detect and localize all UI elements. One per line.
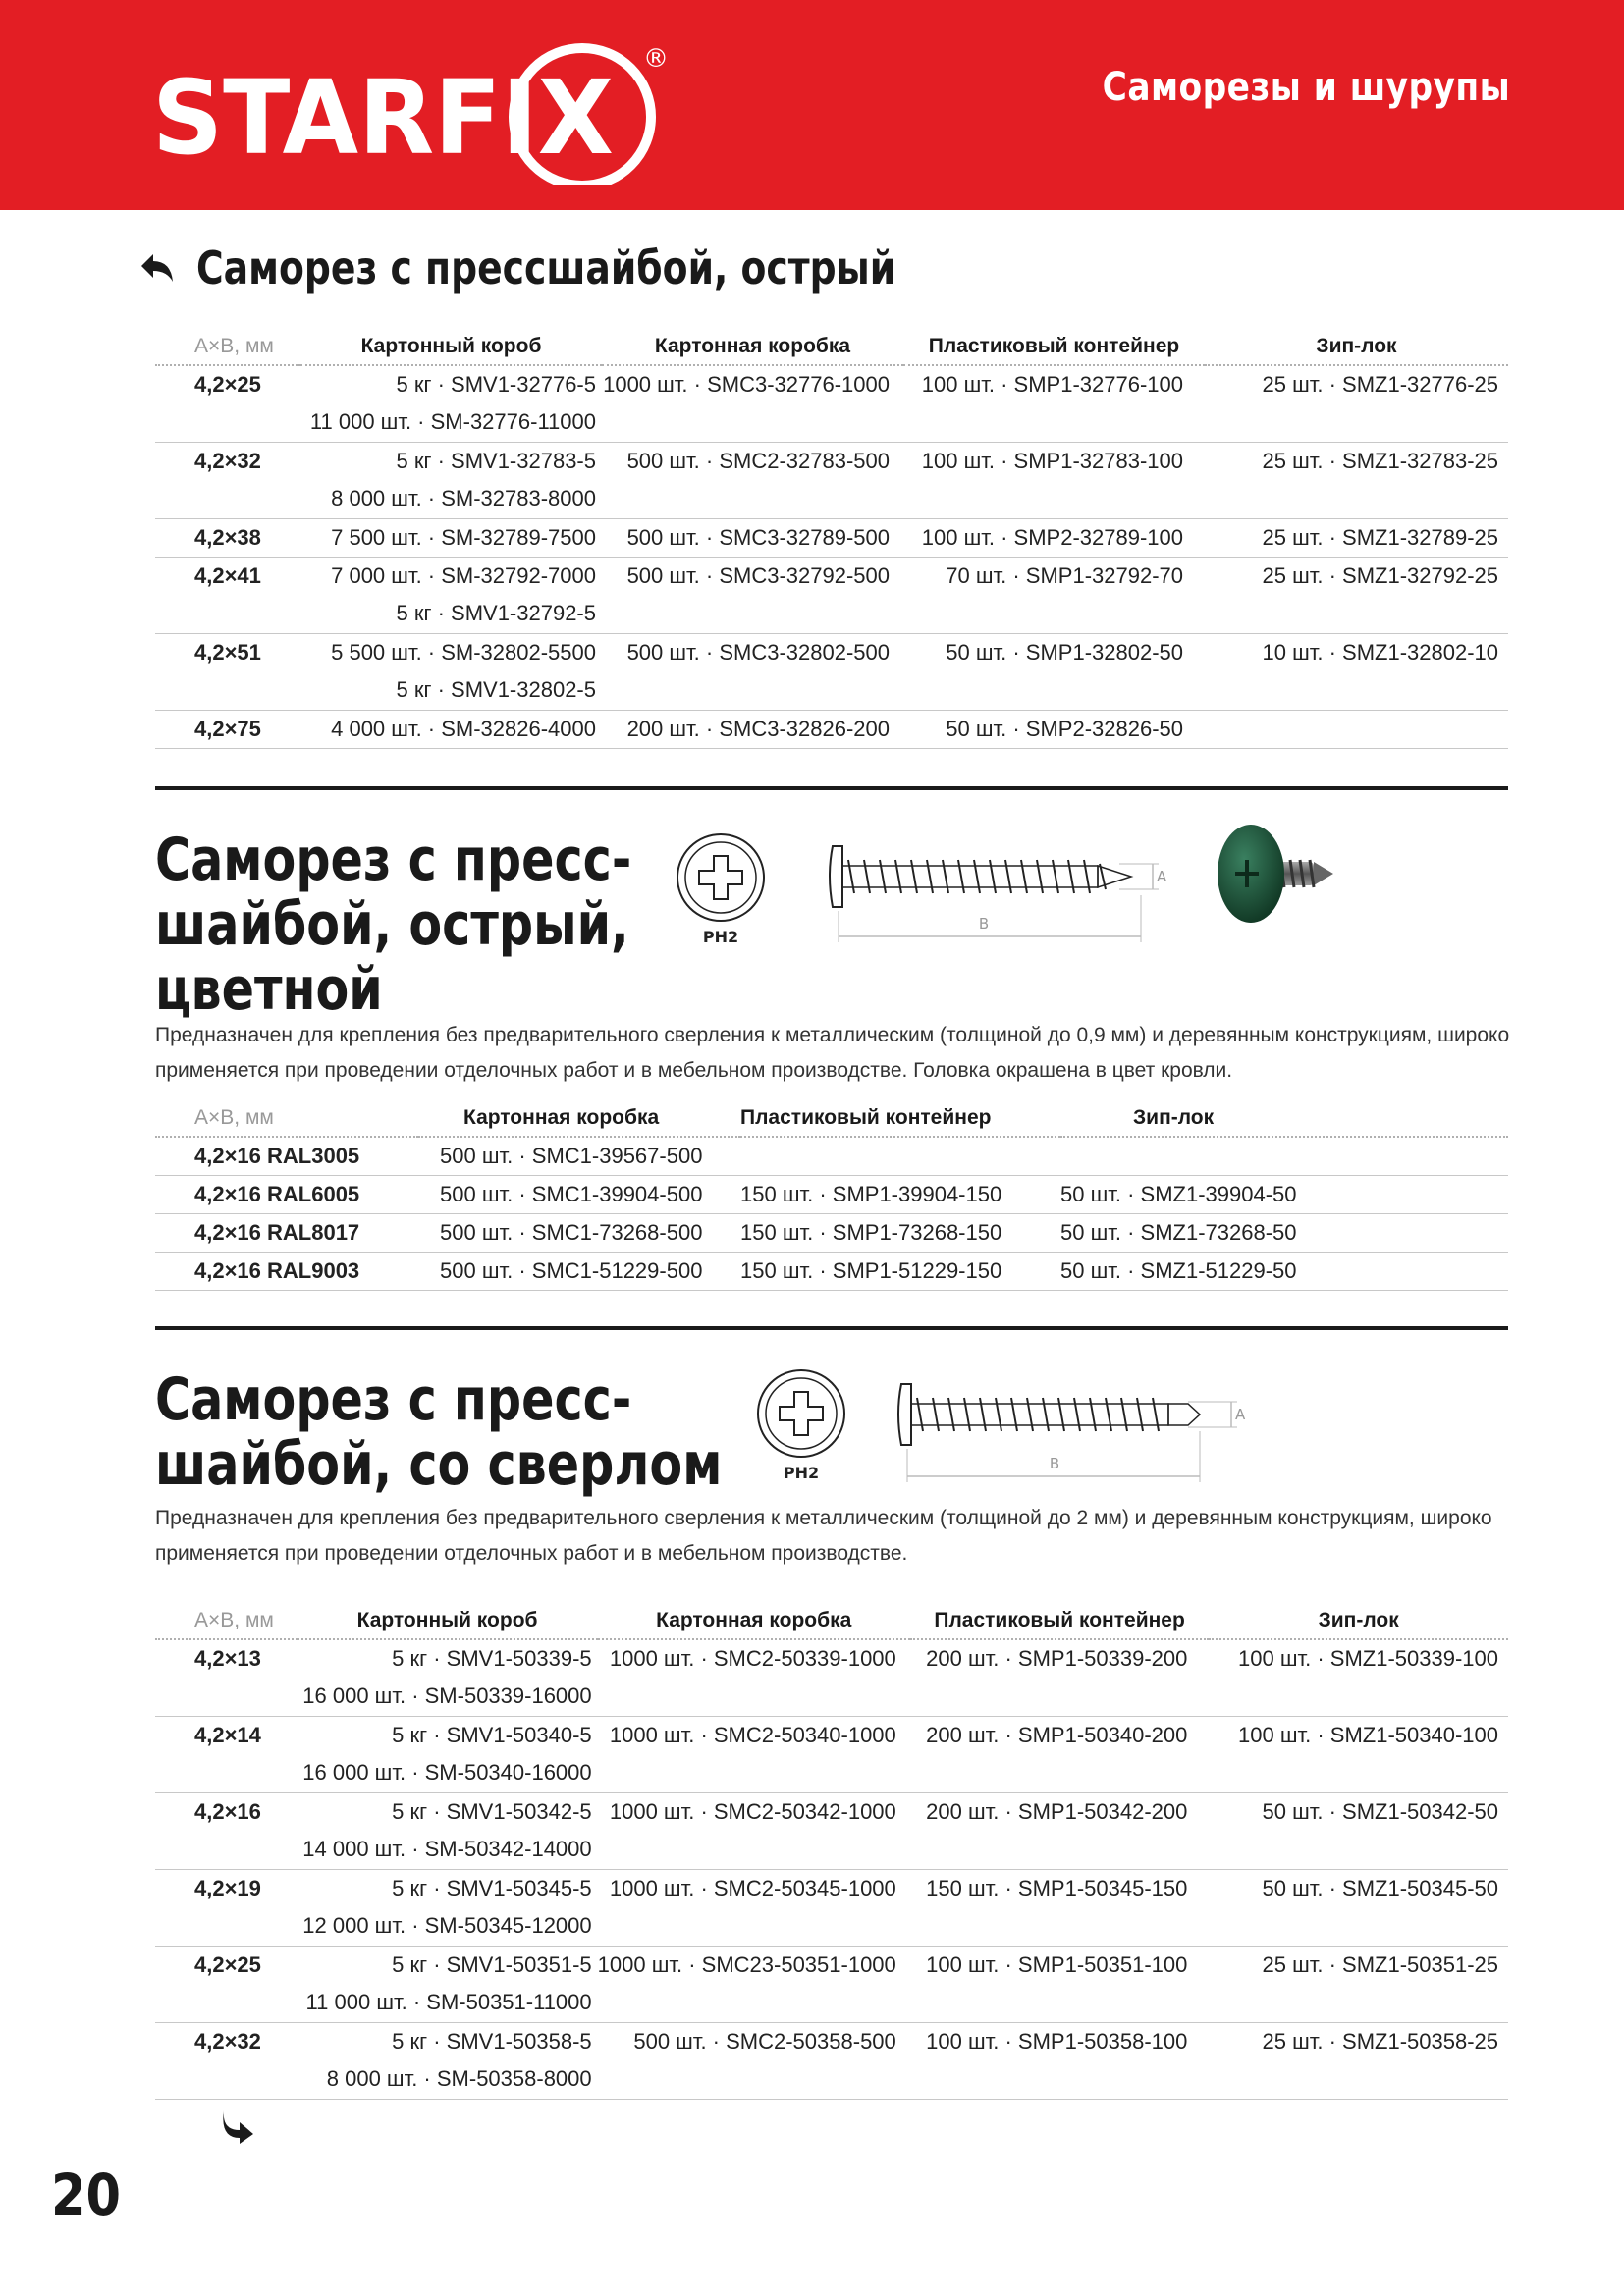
table-row xyxy=(155,1754,1508,1792)
size-cell: 4,2×32 xyxy=(194,448,261,473)
table-cell xyxy=(602,480,903,518)
column-header: Пластиковый контейнер xyxy=(740,1105,992,1129)
table-cell: 1000 шт. · SMC2-50340-1000 xyxy=(609,1722,896,1747)
column-header: Пластиковый контейнер xyxy=(928,334,1180,357)
table-row xyxy=(155,1869,1508,1907)
column-header: Зип-лок xyxy=(1133,1105,1215,1129)
table-row xyxy=(155,595,1508,633)
table-cell: 5 кг · SMV1-32783-5 xyxy=(396,448,596,473)
table-cell: 5 кг · SMV1-32776-5 xyxy=(396,372,596,397)
table-cell xyxy=(1205,595,1508,633)
size-cell: 4,2×16 RAL8017 xyxy=(155,1213,418,1252)
size-cell: 4,2×75 xyxy=(155,710,300,748)
svg-text:A: A xyxy=(1235,1406,1246,1423)
table-cell: 11 000 шт. · SM-50351-11000 xyxy=(298,1984,598,2022)
svg-text:B: B xyxy=(978,915,990,933)
section3-title: Саморез с пресс- шайбой, со сверлом xyxy=(155,1365,723,1499)
table-row xyxy=(155,1678,1508,1716)
table-cell: 12 000 шт. · SM-50345-12000 xyxy=(298,1907,598,1946)
phillips-drive-icon xyxy=(754,1368,848,1486)
table-cell: 5 кг · SMV1-50339-5 xyxy=(392,1646,592,1671)
table-cell: 5 кг · SMV1-50342-5 xyxy=(392,1798,592,1824)
size-cell xyxy=(155,1678,298,1716)
column-header: A×B, мм xyxy=(194,1608,274,1631)
svg-text:STARFIX: STARFIX xyxy=(152,58,614,178)
table-cell xyxy=(598,1907,910,1946)
table-cell xyxy=(1205,671,1508,710)
section-divider xyxy=(155,786,1508,790)
table-row xyxy=(155,365,1508,403)
table-cell: 1000 шт. · SMC3-32776-1000 xyxy=(603,372,890,397)
table-cell: 200 шт. · SMP1-50339-200 xyxy=(926,1646,1188,1671)
table-cell: 500 шт. · SMC3-32792-500 xyxy=(626,562,890,588)
size-cell xyxy=(155,403,300,442)
size-cell xyxy=(155,671,300,710)
table-cell xyxy=(598,2060,910,2099)
table-cell: 11 000 шт. · SM-32776-11000 xyxy=(300,403,602,442)
table-row xyxy=(155,2022,1508,2060)
table-cell xyxy=(1209,1907,1508,1946)
table-cell xyxy=(910,1754,1210,1792)
table-cell: 50 шт. · SMZ1-50345-50 xyxy=(1262,1875,1498,1900)
table-cell: 16 000 шт. · SM-50339-16000 xyxy=(298,1678,598,1716)
table-cell: 50 шт. · SMP2-32826-50 xyxy=(903,710,1205,748)
table-cell: 500 шт. · SMC1-39567-500 xyxy=(418,1137,740,1175)
size-cell: 4,2×16 xyxy=(194,1798,261,1824)
table-cell: 100 шт. · SMP1-32783-100 xyxy=(921,448,1183,473)
table-cell xyxy=(602,671,903,710)
table-cell xyxy=(602,595,903,633)
size-cell: 4,2×16 RAL9003 xyxy=(155,1252,418,1290)
section2-description: Предназначен для крепления без предварительного сверления к металлическим (толщиной до 0,9 мм) и деревянным конструкциям, широко применяется при проведении отделочных работ и в мебельном производстве. Головка окрашена в цвет кровли. xyxy=(155,1024,1510,1082)
table-cell: 25 шт. · SMZ1-32783-25 xyxy=(1262,448,1498,473)
table-row xyxy=(155,2060,1508,2099)
table-row xyxy=(155,1639,1508,1678)
table-cell: 500 шт. · SMC3-32802-500 xyxy=(626,639,890,665)
column-header: Картонный короб xyxy=(360,334,542,357)
size-cell: 4,2×51 xyxy=(194,639,261,665)
table-cell: 5 кг · SMV1-50340-5 xyxy=(392,1722,592,1747)
size-cell xyxy=(155,595,300,633)
section3-description: Предназначен для крепления без предварительного сверления к металлическим (толщиной до 2 мм) и деревянным конструкциям, широко применяется при проведении отделочных работ и в мебельном производстве. xyxy=(155,1507,1492,1565)
column-header: Картонный короб xyxy=(356,1608,538,1631)
table-cell: 1000 шт. · SMC2-50342-1000 xyxy=(609,1798,896,1824)
table-cell: 50 шт. · SMZ1-50342-50 xyxy=(1262,1798,1498,1824)
table-cell: 7 500 шт. · SM-32789-7500 xyxy=(300,518,602,557)
table-cell: 5 кг · SMV1-50351-5 xyxy=(392,1951,592,1977)
table-cell xyxy=(598,1831,910,1869)
page-header xyxy=(0,0,1624,210)
size-cell xyxy=(155,1907,298,1946)
section3-table xyxy=(155,1602,1508,2100)
continue-arrow-icon[interactable] xyxy=(218,2109,257,2144)
size-cell xyxy=(155,1984,298,2022)
table-cell xyxy=(598,1678,910,1716)
table-row xyxy=(155,518,1508,557)
column-header: Зип-лок xyxy=(1316,334,1397,357)
table-row xyxy=(155,1213,1508,1252)
table-cell: 200 шт. · SMP1-50342-200 xyxy=(926,1798,1188,1824)
table-row xyxy=(155,1137,1508,1175)
table-cell: 5 кг · SMV1-32802-5 xyxy=(300,671,602,710)
table-cell: 8 000 шт. · SM-50358-8000 xyxy=(298,2060,598,2099)
table-cell: 150 шт. · SMP1-73268-150 xyxy=(740,1213,1060,1252)
table-cell: 5 кг · SMV1-50358-5 xyxy=(392,2028,592,2054)
table-cell xyxy=(1205,480,1508,518)
table-cell: 150 шт. · SMP1-50345-150 xyxy=(926,1875,1188,1900)
table-cell: 25 шт. · SMZ1-32789-25 xyxy=(1205,518,1508,557)
table-cell: 1000 шт. · SMC2-50339-1000 xyxy=(609,1646,896,1671)
table-cell: 4 000 шт. · SM-32826-4000 xyxy=(300,710,602,748)
table-cell: 500 шт. · SMC2-32783-500 xyxy=(626,448,890,473)
size-cell: 4,2×32 xyxy=(194,2028,261,2054)
table-cell: 10 шт. · SMZ1-32802-10 xyxy=(1262,639,1498,665)
table-cell xyxy=(910,1984,1210,2022)
svg-text:®: ® xyxy=(643,44,669,74)
table-cell xyxy=(1209,1754,1508,1792)
table-cell xyxy=(903,671,1205,710)
section2-table-body xyxy=(155,1137,1508,1290)
table-cell: 25 шт. · SMZ1-32776-25 xyxy=(1262,372,1498,397)
starfix-logo xyxy=(152,37,682,185)
table-row xyxy=(155,1831,1508,1869)
table-row xyxy=(155,1984,1508,2022)
size-cell xyxy=(155,2060,298,2099)
size-cell: 4,2×41 xyxy=(194,562,261,588)
table-row xyxy=(155,480,1508,518)
return-arrow-icon[interactable] xyxy=(137,252,177,284)
table-cell: 500 шт. · SMC3-32789-500 xyxy=(602,518,903,557)
colored-screw-photo-icon xyxy=(1210,815,1337,933)
svg-text:PH2: PH2 xyxy=(783,1464,820,1482)
table-cell xyxy=(903,403,1205,442)
table-cell xyxy=(1209,1984,1508,2022)
section3-table-body xyxy=(155,1639,1508,2099)
section2-title: Саморез с пресс- шайбой, острый, цветной xyxy=(155,826,632,1024)
table-cell: 25 шт. · SMZ1-50351-25 xyxy=(1262,1951,1498,1977)
table-cell xyxy=(740,1137,1060,1175)
table-cell: 500 шт. · SMC1-73268-500 xyxy=(418,1213,740,1252)
table-cell xyxy=(1205,403,1508,442)
table-row xyxy=(155,403,1508,442)
table-cell: 150 шт. · SMP1-51229-150 xyxy=(740,1252,1060,1290)
size-cell: 4,2×16 RAL3005 xyxy=(155,1137,418,1175)
table-cell: 5 кг · SMV1-32792-5 xyxy=(300,595,602,633)
table-row xyxy=(155,1907,1508,1946)
section1-table-body xyxy=(155,365,1508,748)
size-cell: 4,2×19 xyxy=(194,1875,261,1900)
table-cell: 70 шт. · SMP1-32792-70 xyxy=(946,562,1183,588)
size-cell: 4,2×38 xyxy=(155,518,300,557)
svg-text:A: A xyxy=(1157,868,1167,885)
table-cell: 100 шт. · SMP1-32776-100 xyxy=(921,372,1183,397)
column-header: Картонная коробка xyxy=(463,1105,660,1129)
size-cell xyxy=(155,1831,298,1869)
table-cell: 500 шт. · SMC1-51229-500 xyxy=(418,1252,740,1290)
table-cell xyxy=(598,1984,910,2022)
column-header: Картонная коробка xyxy=(654,334,851,357)
table-cell xyxy=(903,480,1205,518)
screw-drawing-icon xyxy=(825,827,1178,950)
size-cell: 4,2×13 xyxy=(194,1646,261,1671)
size-cell: 4,2×14 xyxy=(194,1722,261,1747)
table-cell xyxy=(903,595,1205,633)
table-row xyxy=(155,442,1508,480)
column-header: Картонная коробка xyxy=(656,1608,852,1631)
table-cell: 1000 шт. · SMC23-50351-1000 xyxy=(597,1951,896,1977)
svg-text:PH2: PH2 xyxy=(702,928,739,946)
table-cell: 200 шт. · SMC3-32826-200 xyxy=(602,710,903,748)
table-row xyxy=(155,710,1508,748)
column-header: A×B, мм xyxy=(194,334,274,357)
table-cell: 7 000 шт. · SM-32792-7000 xyxy=(331,562,596,588)
table-cell: 50 шт. · SMZ1-73268-50 xyxy=(1060,1213,1508,1252)
table-cell: 8 000 шт. · SM-32783-8000 xyxy=(300,480,602,518)
table-cell xyxy=(910,2060,1210,2099)
page-number: 20 xyxy=(51,2162,122,2228)
table-cell: 14 000 шт. · SM-50342-14000 xyxy=(298,1831,598,1869)
size-cell xyxy=(155,480,300,518)
table-cell: 500 шт. · SMC2-50358-500 xyxy=(633,2028,896,2054)
table-row xyxy=(155,1946,1508,1984)
column-header: Зип-лок xyxy=(1318,1608,1399,1631)
table-cell: 5 кг · SMV1-50345-5 xyxy=(392,1875,592,1900)
table-cell: 100 шт. · SMP1-50351-100 xyxy=(926,1951,1188,1977)
table-cell: 150 шт. · SMP1-39904-150 xyxy=(740,1175,1060,1213)
table-cell: 100 шт. · SMZ1-50340-100 xyxy=(1238,1722,1498,1747)
table-cell xyxy=(598,1754,910,1792)
table-cell xyxy=(1209,2060,1508,2099)
section-divider xyxy=(155,1326,1508,1330)
table-row xyxy=(155,1175,1508,1213)
section1-table xyxy=(155,328,1508,749)
column-header: Пластиковый контейнер xyxy=(934,1608,1185,1631)
table-cell: 50 шт. · SMP1-32802-50 xyxy=(946,639,1183,665)
column-header: A×B, мм xyxy=(194,1105,274,1129)
table-row xyxy=(155,557,1508,595)
section1-heading xyxy=(137,241,1049,294)
phillips-drive-icon xyxy=(674,832,768,950)
table-cell: 100 шт. · SMZ1-50339-100 xyxy=(1238,1646,1498,1671)
table-cell xyxy=(1209,1831,1508,1869)
table-cell: 50 шт. · SMZ1-51229-50 xyxy=(1060,1252,1508,1290)
size-cell: 4,2×16 RAL6005 xyxy=(155,1175,418,1213)
table-cell xyxy=(1205,710,1508,748)
table-cell: 100 шт. · SMP2-32789-100 xyxy=(903,518,1205,557)
table-cell xyxy=(1060,1137,1508,1175)
table-cell: 100 шт. · SMP1-50358-100 xyxy=(926,2028,1188,2054)
table-cell xyxy=(1209,1678,1508,1716)
size-cell: 4,2×25 xyxy=(194,1951,261,1977)
screw-drawing-icon xyxy=(893,1366,1257,1488)
table-cell: 5 500 шт. · SM-32802-5500 xyxy=(331,639,596,665)
table-cell xyxy=(910,1678,1210,1716)
svg-text:B: B xyxy=(1049,1455,1060,1472)
table-cell xyxy=(910,1831,1210,1869)
table-row xyxy=(155,1252,1508,1290)
table-cell xyxy=(910,1907,1210,1946)
table-cell: 25 шт. · SMZ1-50358-25 xyxy=(1262,2028,1498,2054)
table-cell xyxy=(602,403,903,442)
table-cell: 1000 шт. · SMC2-50345-1000 xyxy=(609,1875,896,1900)
table-cell: 25 шт. · SMZ1-32792-25 xyxy=(1262,562,1498,588)
size-cell: 4,2×25 xyxy=(194,372,261,397)
header-title: Саморезы и шурупы xyxy=(1102,65,1510,110)
table-row xyxy=(155,671,1508,710)
table-cell: 500 шт. · SMC1-39904-500 xyxy=(418,1175,740,1213)
table-row xyxy=(155,633,1508,671)
size-cell xyxy=(155,1754,298,1792)
section1-title: Саморез с прессшайбой, острый xyxy=(196,241,896,294)
table-cell: 50 шт. · SMZ1-39904-50 xyxy=(1060,1175,1508,1213)
table-cell: 200 шт. · SMP1-50340-200 xyxy=(926,1722,1188,1747)
table-row xyxy=(155,1792,1508,1831)
section2-table xyxy=(155,1099,1508,1291)
table-row xyxy=(155,1716,1508,1754)
table-cell: 16 000 шт. · SM-50340-16000 xyxy=(298,1754,598,1792)
